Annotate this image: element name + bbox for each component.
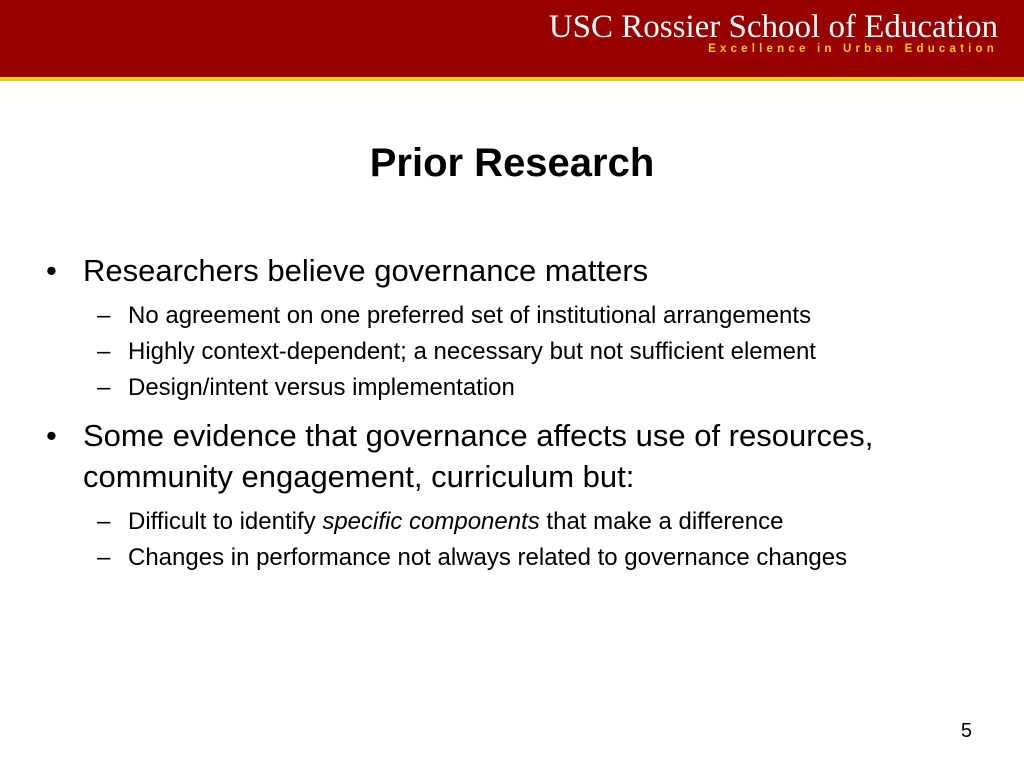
slide-title: Prior Research <box>369 141 655 185</box>
dash-icon: – <box>97 374 111 401</box>
sub-bullet-item <box>46 505 996 539</box>
sub-bullet-text: No agreement on one preferred set of institutional arrangements <box>128 302 812 329</box>
header-divider <box>0 77 1024 81</box>
dash-icon: – <box>97 544 111 571</box>
sub-bullet-text-after: that make a difference <box>539 508 784 535</box>
bullet-item <box>46 415 996 497</box>
institution-logo <box>549 8 998 55</box>
sub-bullet-item <box>46 299 996 333</box>
sub-bullet-text: Design/intent versus implementation <box>128 374 515 401</box>
bullet-text: Some evidence that governance affects use of resources, community engagement, curriculum but: <box>83 418 874 494</box>
institution-name: USC Rossier School of Education <box>548 9 998 45</box>
sub-bullet-item <box>46 541 996 575</box>
sub-bullet-text: Highly context-dependent; a necessary but not sufficient element <box>128 338 816 365</box>
sub-bullet-item <box>46 335 996 369</box>
slide-body <box>46 246 996 575</box>
bullet-icon: • <box>46 418 57 453</box>
dash-icon: – <box>97 338 111 365</box>
bullet-item <box>46 250 996 291</box>
sub-bullet-item <box>46 371 996 405</box>
institution-tagline: Excellence in Urban Education <box>708 43 998 55</box>
dash-icon: – <box>97 302 111 329</box>
bullet-icon: • <box>46 253 57 288</box>
page-number: 5 <box>960 720 972 742</box>
bullet-text: Researchers believe governance matters <box>83 253 649 288</box>
header-band <box>0 0 1024 77</box>
dash-icon: – <box>97 508 111 535</box>
sub-bullet-emphasis: specific components <box>322 508 540 535</box>
sub-bullet-text: Changes in performance not always related to governance changes <box>128 544 848 571</box>
sub-bullet-text-before: Difficult to identify <box>128 508 323 535</box>
